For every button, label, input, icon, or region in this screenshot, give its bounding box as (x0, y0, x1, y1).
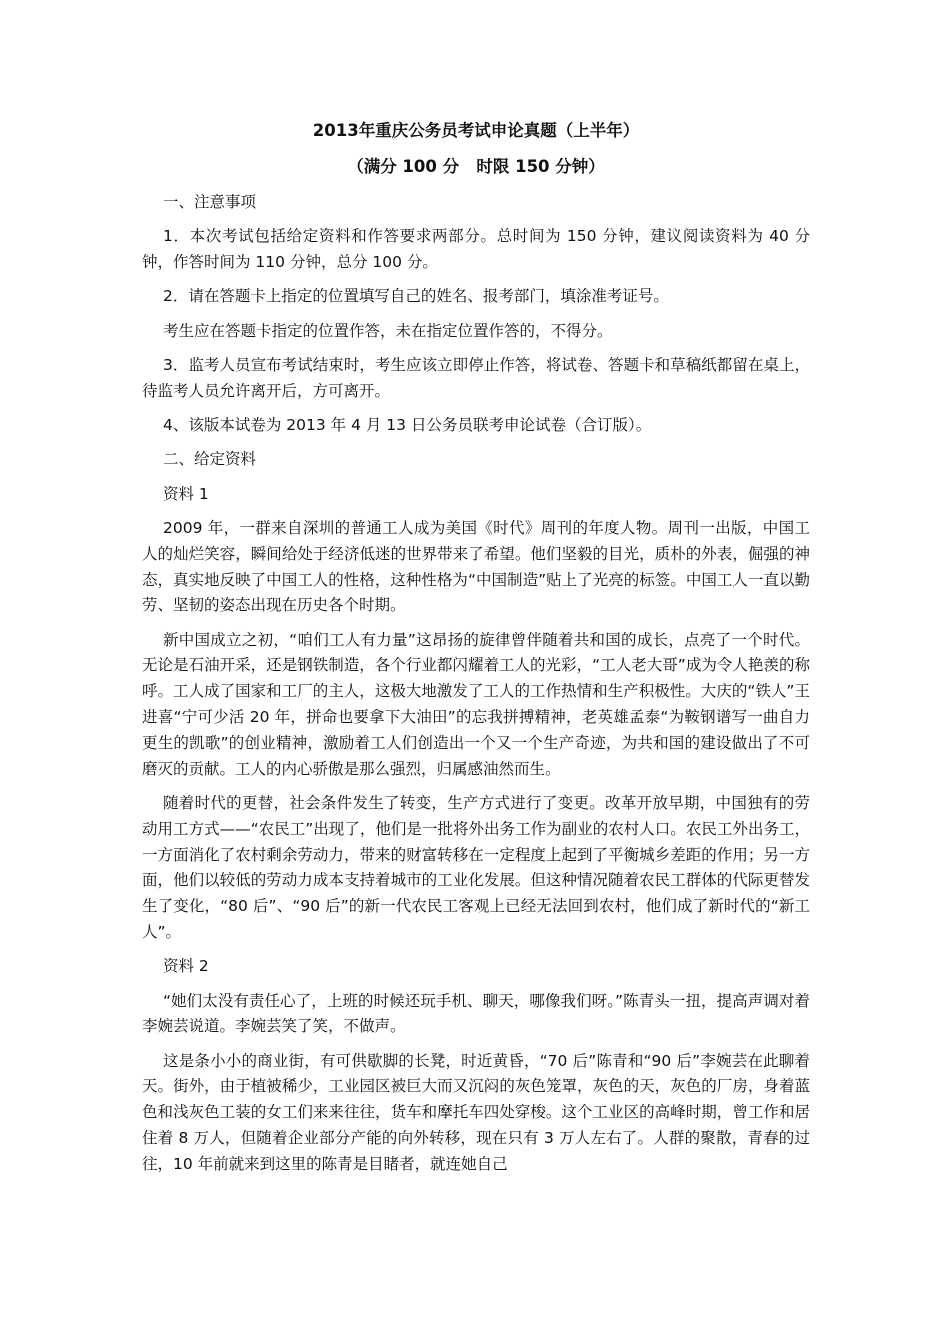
note-item-3: 3．监考人员宣布考试结束时，考生应该立即停止作答，将试卷、答题卡和草稿纸都留在桌上，待监考人员允许离开后，方可离开。 (142, 355, 810, 400)
document-subtitle: （满分 100 分 时限 150 分钟） (347, 157, 605, 176)
note-item-1: 1．本次考试包括给定资料和作答要求两部分。总时间为 150 分钟，建议阅读资料为 40 分钟，作答时间为 110 分钟，总分 100 分。 (142, 227, 810, 272)
material-1-paragraph-3: 随着时代的更替，社会条件发生了转变，生产方式进行了变更。改革开放早期，中国独有的劳动用工方式——“农民工”出现了，他们是一批将外出务工作为副业的农村人口。农民工外出务工，一方面消化了农村剩余劳动力，带来的财富转移在一定程度上起到了平衡城乡差距的作用；另一方面，他们以较低的劳动力成本支持着城市的工业化发展。但这种情况随着农民工群体的代际更替发生了变化，“80 后”、“90 后”的新一代农民工客观上已经无法回到农村，他们成了新时代的“新工人”。 (142, 793, 810, 941)
material-2-paragraph-2: 这是条小小的商业街，有可供歇脚的长凳，时近黄昏，“70 后”陈青和“90 后”李婉芸在此聊着天。街外，由于植被稀少，工业园区被巨大而又沉闷的灰色笼罩，灰色的天，灰色的厂房，身着蓝色和浅灰色工装的女工们来来往往，货车和摩托车四处穿梭。这个工业区的高峰时期，曾工作和居住着 8 万人，但随着企业部分产能的向外转移，现在只有 3 万人左右了。人群的聚散，青春的过往，10 年前就来到这里的陈青是目睹者，就连她自己 (142, 1051, 810, 1173)
note-item-2: 2．请在答题卡上指定的位置填写自己的姓名、报考部门，填涂准考证号。 (163, 287, 669, 306)
material-2-heading: 资料 2 (163, 957, 209, 976)
section-heading-materials: 二、给定资料 (163, 450, 257, 469)
material-1-paragraph-1: 2009 年，一群来自深圳的普通工人成为美国《时代》周刊的年度人物。周刊一出版，中国工人的灿烂笑容，瞬间给处于经济低迷的世界带来了希望。他们坚毅的目光，质朴的外表，倔强的神态，真实地反映了中国工人的性格，这种性格为“中国制造”贴上了光亮的标签。中国工人一直以勤劳、坚韧的姿态出现在历史各个时期。 (142, 518, 810, 615)
note-item-4: 4、该版本试卷为 2013 年 4 月 13 日公务员联考申论试卷（合订版）。 (163, 416, 652, 435)
section-heading-notes: 一、注意事项 (163, 193, 257, 211)
material-1-heading: 资料 1 (163, 484, 209, 503)
document-title: 2013年重庆公务员考试申论真题（上半年） (312, 121, 640, 140)
material-1-paragraph-2: 新中国成立之初，“咱们工人有力量”这昂扬的旋律曾伴随着共和国的成长，点亮了一个时代。无论是石油开采，还是钢铁制造，各个行业都闪耀着工人的光彩，“工人老大哥”成为令人艳羡的称呼。工人成了国家和工厂的主人，这极大地激发了工人的工作热情和生产积极性。大庆的“铁人”王进喜“宁可少活 20 年，拼命也要拿下大油田”的忘我拼搏精神，老英雄孟泰“为鞍钢谱写一曲自力更生的凯歌”的创业精神，激励着工人们创造出一个又一个生产奇迹，为共和国的建设做出了不可磨灭的贡献。工人的内心骄傲是那么强烈，归属感油然而生。 (142, 630, 810, 778)
document-body (142, 118, 810, 1186)
material-2-paragraph-1: “她们太没有责任心了，上班的时候还玩手机、聊天，哪像我们呀。”陈青头一扭，提高声调对着李婉芸说道。李婉芸笑了笑，不做声。 (142, 991, 810, 1036)
note-item-2-detail: 考生应在答题卡指定的位置作答，未在指定位置作答的，不得分。 (163, 321, 613, 340)
